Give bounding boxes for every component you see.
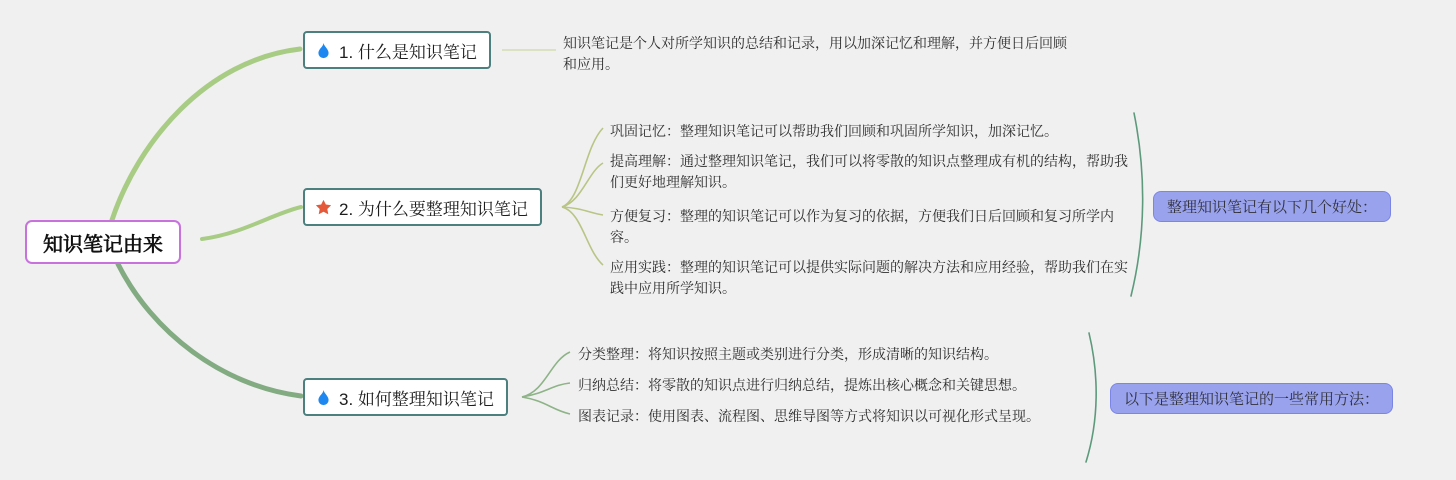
branch3-item-1[interactable]: 分类整理：将知识按照主题或类别进行分类，形成清晰的知识结构。 <box>578 346 998 362</box>
branch1-note[interactable]: 知识笔记是个人对所学知识的总结和记录，用以加深记忆和理解，并方便日后回顾和应用。 <box>563 35 1067 72</box>
branch2-fan-line-2 <box>562 163 603 207</box>
star-icon <box>315 199 332 216</box>
flame-icon <box>315 389 332 406</box>
branch1-node-label: 1. 什么是知识笔记 <box>339 42 477 62</box>
flame-icon <box>315 42 332 59</box>
branch2-fan-line-3 <box>562 207 603 215</box>
branch2-item-3[interactable]: 方便复习：整理的知识笔记可以作为复习的依据，方便我们日后回顾和复习所学内容。 <box>610 208 1114 245</box>
branch1-main-line <box>112 49 300 220</box>
branch2-item-2[interactable]: 提高理解：通过整理知识笔记，我们可以将零散的知识点整理成有机的结构，帮助我们更好地理解知识。 <box>610 153 1128 190</box>
branch2-node-label: 2. 为什么要整理知识笔记 <box>339 199 528 219</box>
branch2-summary-label[interactable]: 整理知识笔记有以下几个好处： <box>1153 191 1391 222</box>
branch3-main-line <box>118 264 301 396</box>
branch2-item-4[interactable]: 应用实践：整理的知识笔记可以提供实际问题的解决方法和应用经验，帮助我们在实践中应用所学知识。 <box>610 259 1128 296</box>
branch1-node[interactable] <box>303 31 491 69</box>
branch3-fan-line-3 <box>522 397 570 414</box>
branch3-fan-line-2 <box>522 383 570 397</box>
branch2-item-1[interactable]: 巩固记忆：整理知识笔记可以帮助我们回顾和巩固所学知识，加深记忆。 <box>610 123 1058 139</box>
branch2-main-line <box>202 207 301 239</box>
branch3-node[interactable] <box>303 378 508 416</box>
branch2-fan-line-4 <box>562 207 603 265</box>
branch3-node-label: 3. 如何整理知识笔记 <box>339 389 494 409</box>
branch2-node[interactable] <box>303 188 542 226</box>
branch3-item-3[interactable]: 图表记录：使用图表、流程图、思维导图等方式将知识以可视化形式呈现。 <box>578 408 1040 424</box>
root-node-label: 知识笔记由来 <box>43 233 163 256</box>
root-node[interactable] <box>25 220 181 264</box>
branch3-item-2[interactable]: 归纳总结：将零散的知识点进行归纳总结，提炼出核心概念和关键思想。 <box>578 377 1026 393</box>
branch3-summary-label[interactable]: 以下是整理知识笔记的一些常用方法： <box>1110 383 1393 414</box>
